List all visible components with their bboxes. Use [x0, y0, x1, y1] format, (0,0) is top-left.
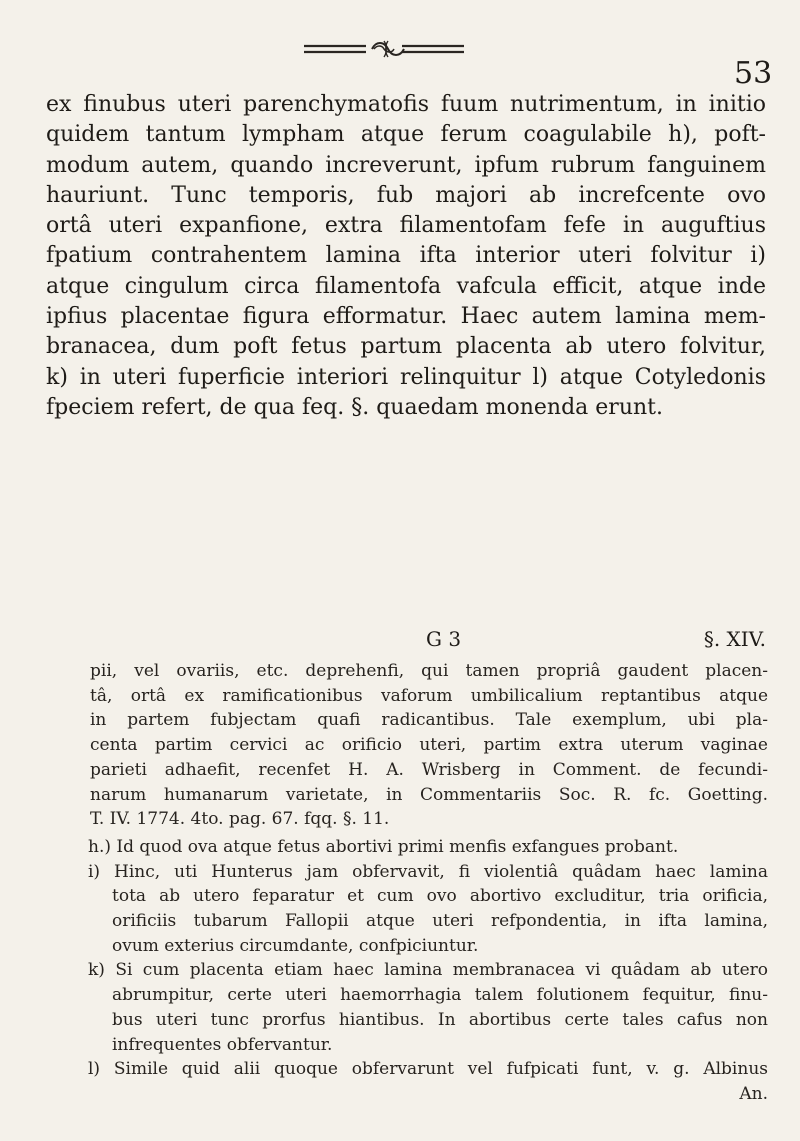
footnote-line: h.) Id quod ova atque fetus abortivi primi menfis exfangues probant. [88, 836, 679, 857]
signature-and-section-marker [426, 626, 766, 652]
footnote-line: narum humanarum varietate, in Commentariis Soc. R. fc. Goetting. [90, 784, 768, 805]
main-text-line: ipfius placentae figura efformatur. Haec autem lamina mem- [46, 304, 766, 330]
footnote-line: i) Hinc, uti Hunterus jam obfervavit, fi violentiâ quâdam haec lamina [88, 861, 768, 882]
footnote-line: in partem fubjectam quafi radicantibus. Tale exemplum, ubi pla- [90, 710, 768, 731]
page-number: 53 [734, 56, 773, 91]
main-text-line: quidem tantum lympham atque ferum coagulabile h), poft- [46, 122, 766, 148]
footnote-line: abrumpitur, certe uteri haemorrhagia talem folutionem fequitur, finu- [112, 985, 768, 1006]
footnote-line: T. IV. 1774. 4to. pag. 67. fqq. §. 11. [90, 809, 390, 830]
footnote-line: ovum exterius circumdante, confpiciuntur. [112, 935, 479, 956]
footnotes-block [88, 659, 768, 1107]
decorative-ornament-icon [296, 37, 472, 61]
footnote-line: tâ, ortâ ex ramificationibus vaforum umbilicalium reptantibus atque [90, 685, 768, 706]
main-text-line: branacea, dum poft fetus partum placenta ab utero folvitur, [46, 334, 766, 360]
main-text-line: ex finubus uteri parenchymatofis fuum nutrimentum, in initio [46, 92, 766, 117]
footnote-line: bus uteri tunc prorfus hiantibus. In abortibus certe tales cafus non [112, 1009, 768, 1030]
main-text-line: hauriunt. Tunc temporis, fub majori ab increfcente ovo [46, 182, 766, 208]
footnote-line: pii, vel ovariis, etc. deprehenfi, qui tamen propriâ gaudent placen- [90, 661, 768, 681]
main-text-line: atque cingulum circa filamentofa vafcula efficit, atque inde [46, 273, 766, 299]
footnote-line: k) Si cum placenta etiam haec lamina membranacea vi quâdam ab utero [88, 960, 768, 981]
main-text-line: fpatium contrahentem lamina ifta interior uteri folvitur i) [46, 243, 766, 269]
main-text-line: modum autem, quando increverunt, ipfum rubrum fanguinem [46, 152, 766, 178]
footnote-line: orificiis tubarum Fallopii atque uteri refpondentia, in ifta lamina, [112, 911, 768, 932]
signature-mark: G 3 [426, 627, 462, 651]
main-text-line: fpeciem refert, de qua feq. §. quaedam monenda erunt. [46, 394, 663, 420]
footnote-line: l) Simile quid alii quoque obfervarunt vel fufpicati funt, v. g. Albinus [88, 1059, 768, 1080]
next-section-marker: §. XIV. [703, 627, 766, 651]
footnote-line: infrequentes obfervantur. [112, 1034, 333, 1055]
main-text-block [46, 90, 766, 423]
footnote-line: tota ab utero feparatur et cum ovo abortivo excluditur, tria orificia, [112, 886, 768, 907]
main-text-line: k) in uteri fuperficie interiori relinquitur l) atque Cotyledonis [46, 364, 766, 390]
footnote-line: parieti adhaefit, recenfet H. A. Wrisberg in Comment. de fecundi- [90, 759, 768, 780]
footnote-line: An. [739, 1083, 768, 1104]
footnote-line: centa partim cervici ac orificio uteri, partim extra uterum vaginae [90, 735, 768, 756]
main-text-line: ortâ uteri expanfione, extra filamentofam fefe in auguftius [46, 213, 766, 239]
